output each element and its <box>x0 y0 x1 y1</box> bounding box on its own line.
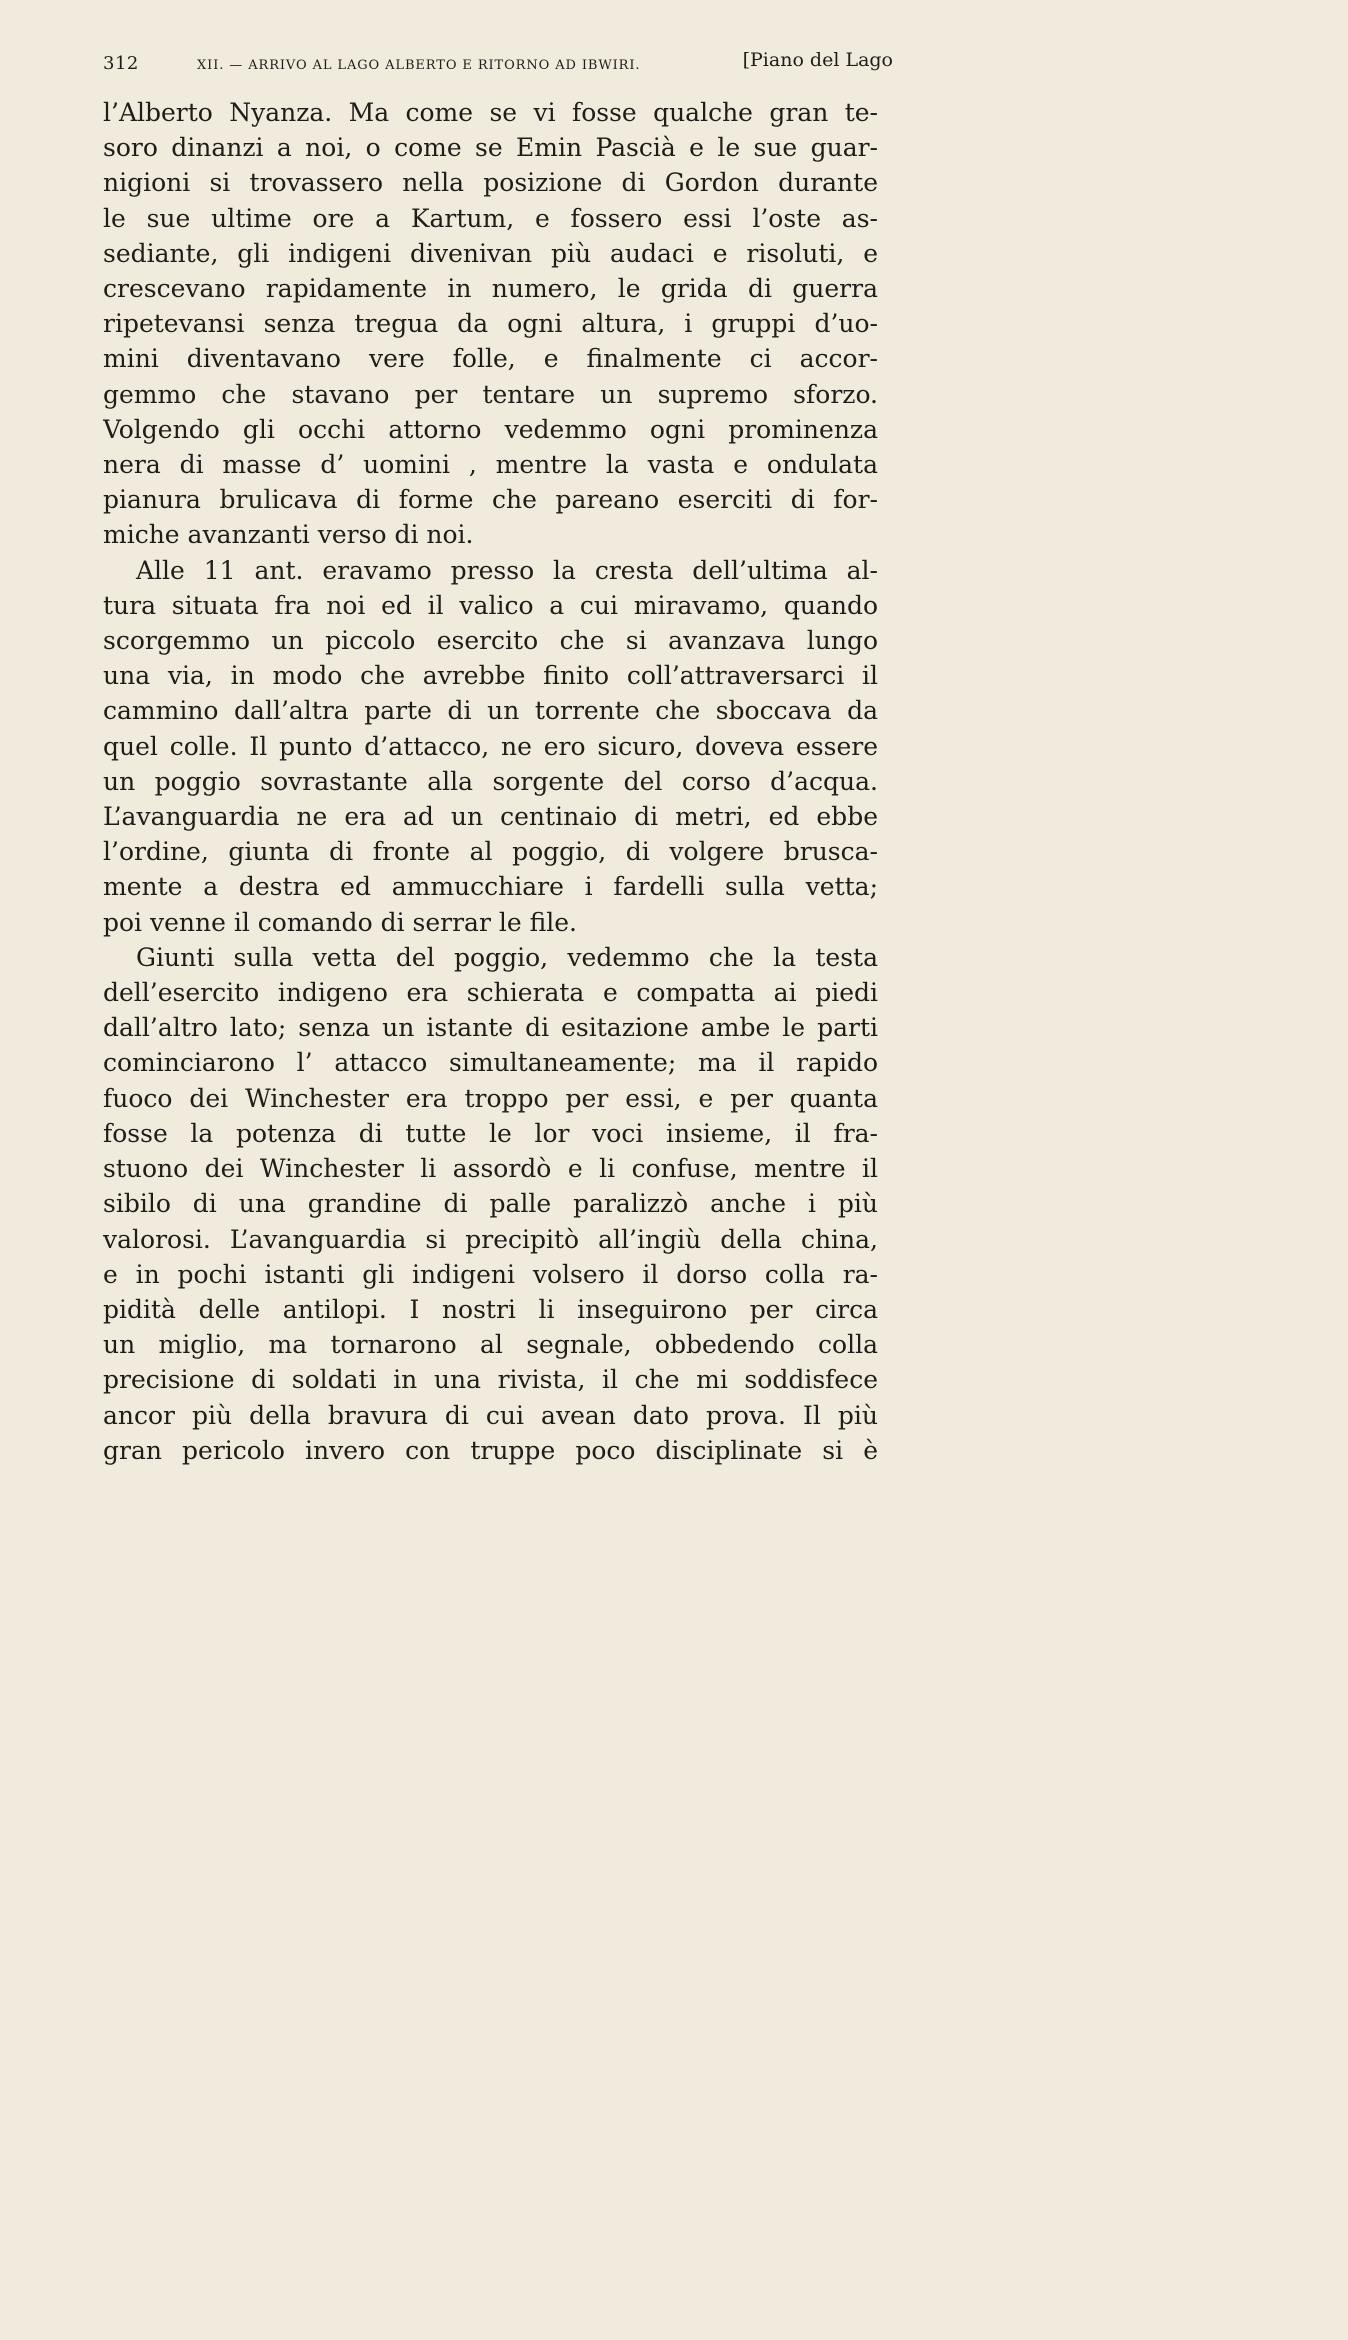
text-line: fosse la potenza di tutte le lor voci insieme, il fra- <box>103 1118 878 1148</box>
text-line: miche avanzanti verso di noi. <box>103 520 474 550</box>
text-line: mente a destra ed ammucchiare i fardelli sulla vetta; <box>103 872 878 902</box>
text-line: cammino dall’altra parte di un torrente che sboccava da <box>103 696 878 726</box>
text-line: e in pochi istanti gli indigeni volsero il dorso colla ra- <box>103 1259 878 1289</box>
book-page <box>0 0 903 1568</box>
text-line: tura situata fra noi ed il valico a cui miravamo, quando <box>103 590 878 620</box>
text-line: quel colle. Il punto d’attacco, ne ero sicuro, doveva essere <box>103 731 878 761</box>
running-title: XII. — ARRIVO AL LAGO ALBERTO E RITORNO AD IBWIRI. <box>197 58 641 73</box>
body-text <box>103 95 878 1468</box>
text-line: ripetevansi senza tregua da ogni altura, i gruppi d’uo- <box>103 309 878 339</box>
text-line: pidità delle antilopi. I nostri li inseguirono per circa <box>103 1294 878 1324</box>
running-section: [Piano del Lago <box>742 49 893 71</box>
text-line: un poggio sovrastante alla sorgente del corso d’acqua. <box>103 766 878 796</box>
text-line: precisione di soldati in una rivista, il che mi soddisfece <box>103 1365 878 1395</box>
text-line: mini diventavano vere folle, e finalmente ci accor- <box>103 344 878 374</box>
text-line: un miglio, ma tornarono al segnale, obbedendo colla <box>103 1330 878 1360</box>
text-line: una via, in modo che avrebbe finito coll’attraversarci il <box>103 661 878 691</box>
text-line: scorgemmo un piccolo esercito che si avanzava lungo <box>103 626 878 656</box>
text-line: nigioni si trovassero nella posizione di Gordon durante <box>103 168 878 198</box>
text-line: gran pericolo invero con truppe poco disciplinate si è <box>103 1435 878 1465</box>
page-header <box>103 45 893 85</box>
text-line: dall’altro lato; senza un istante di esitazione ambe le parti <box>103 1013 878 1043</box>
text-line: poi venne il comando di serrar le file. <box>103 907 577 937</box>
text-line: l’Alberto Nyanza. Ma come se vi fosse qualche gran te- <box>103 98 878 127</box>
text-line: gemmo che stavano per tentare un supremo sforzo. <box>103 379 878 409</box>
text-line: Giunti sulla vetta del poggio, vedemmo che la testa <box>136 942 878 972</box>
text-line: crescevano rapidamente in numero, le grida di guerra <box>103 274 878 304</box>
text-line: nera di masse d’ uomini , mentre la vasta e ondulata <box>103 450 878 480</box>
text-line: sibilo di una grandine di palle paralizzò anche i più <box>103 1189 878 1219</box>
text-line: L’avanguardia ne era ad un centinaio di metri, ed ebbe <box>103 802 878 832</box>
text-line: soro dinanzi a noi, o come se Emin Pascià e le sue guar- <box>103 133 878 163</box>
text-line: l’ordine, giunta di fronte al poggio, di volgere brusca- <box>103 837 878 867</box>
text-line: pianura brulicava di forme che pareano eserciti di for- <box>103 485 878 515</box>
text-line: Alle 11 ant. eravamo presso la cresta dell’ultima al- <box>136 555 878 585</box>
text-line: valorosi. L’avanguardia si precipitò all’ingiù della china, <box>103 1224 878 1254</box>
text-line: stuono dei Winchester li assordò e li confuse, mentre il <box>103 1154 878 1184</box>
text-line: cominciarono l’ attacco simultaneamente; ma il rapido <box>103 1048 878 1078</box>
text-line: ancor più della bravura di cui avean dato prova. Il più <box>103 1400 878 1430</box>
page-number: 312 <box>103 53 139 74</box>
paragraph-1 <box>103 95 878 553</box>
paragraph-3 <box>103 940 878 1468</box>
text-line: sediante, gli indigeni divenivan più audaci e risoluti, e <box>103 238 878 268</box>
text-line: Volgendo gli occhi attorno vedemmo ogni prominenza <box>103 414 878 444</box>
text-line: fuoco dei Winchester era troppo per essi, e per quanta <box>103 1083 878 1113</box>
text-line: dell’esercito indigeno era schierata e compatta ai piedi <box>103 978 878 1008</box>
paragraph-2 <box>103 553 878 940</box>
text-line: le sue ultime ore a Kartum, e fossero essi l’oste as- <box>103 203 878 233</box>
